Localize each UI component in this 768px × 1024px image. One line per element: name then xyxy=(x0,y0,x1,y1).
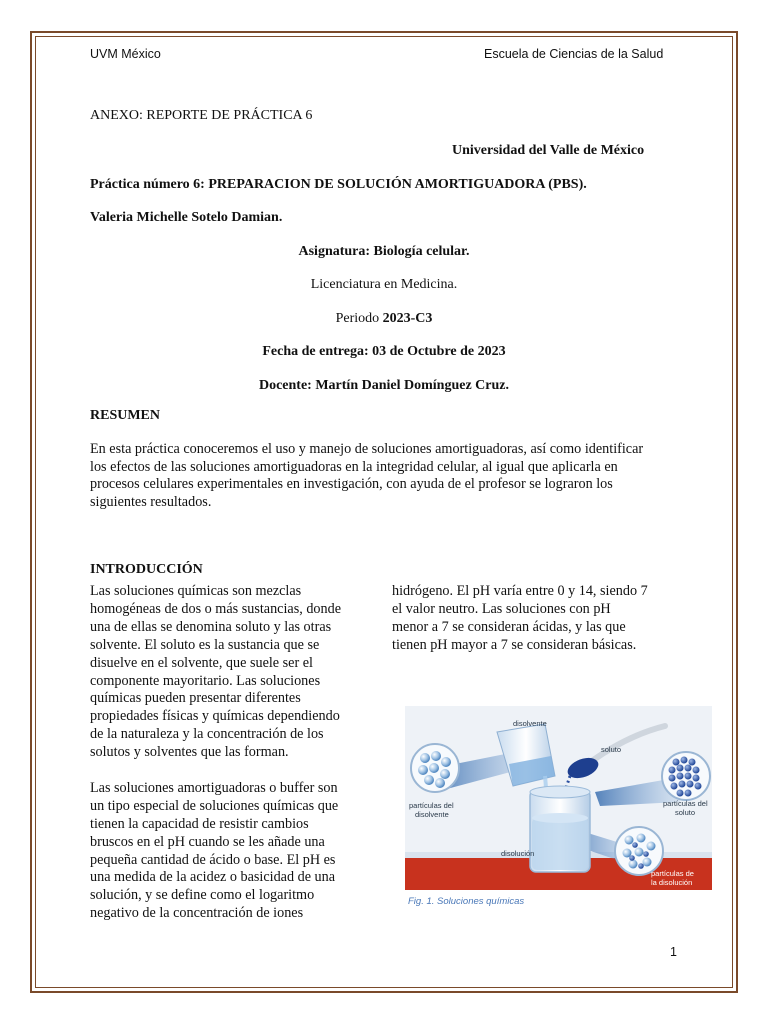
intro-line: componente mayoritario. Las soluciones xyxy=(90,672,321,689)
label-solvent-particles-1: partículas del xyxy=(409,801,454,810)
summary-line: procesos celulares experimentales en investigación, con ayuda de el profesor se lograron los xyxy=(90,476,613,492)
period-label: Periodo xyxy=(335,311,383,326)
period xyxy=(90,311,678,327)
intro-line: un tipo especial de soluciones químicas que xyxy=(90,797,339,814)
label-solvent: disolvente xyxy=(513,719,547,728)
intro-line: negativo de la concentración de iones xyxy=(90,905,304,922)
paragraph-gap xyxy=(90,762,380,780)
intro-line: químicas pueden presentar diferentes xyxy=(90,690,301,707)
intro-line: tienen pH mayor a 7 se consideran básicas. xyxy=(392,636,637,653)
annex-title: ANEXO: REPORTE DE PRÁCTICA 6 xyxy=(90,108,313,123)
intro-line: pequeña cantidad de ácido o base. El pH es xyxy=(90,851,336,868)
page-number: 1 xyxy=(670,945,677,959)
intro-line: una de ellas se denomina soluto y las otras xyxy=(90,618,332,635)
intro-line: Las soluciones químicas son mezclas xyxy=(90,583,302,599)
intro-line: solución, y se define como el logaritmo xyxy=(90,887,315,904)
intro-line: homogéneas de dos o más sustancias, donde xyxy=(90,600,341,617)
intro-line: tienen la capacidad de resistir cambios xyxy=(90,815,309,832)
header-right: Escuela de Ciencias de la Salud xyxy=(484,47,664,61)
intro-left-column xyxy=(90,583,380,923)
intro-line: Las soluciones amortiguadoras o buffer son xyxy=(90,779,338,796)
intro-line: hidrógeno. El pH varía entre 0 y 14, siendo 7 xyxy=(392,583,648,599)
intro-line: solvente. El soluto es la sustancia que se xyxy=(90,636,320,653)
intro-line: solutos y solventes que las forman. xyxy=(90,744,289,761)
summary-line: En esta práctica conoceremos el uso y manejo de soluciones amortiguadoras, así como identificar xyxy=(90,441,644,457)
teacher: Docente: Martín Daniel Domínguez Cruz. xyxy=(258,378,509,393)
subject: Asignatura: Biología celular. xyxy=(298,244,470,259)
intro-line: una medida de la acidez o basicidad de una xyxy=(90,869,336,886)
due-date: Fecha de entrega: 03 de Octubre de 2023 xyxy=(262,344,506,359)
label-solution: disolución xyxy=(501,849,535,858)
solution-particles-icon xyxy=(615,827,663,875)
intro-line: de la naturaleza y la concentración de los xyxy=(90,726,324,743)
header-left: UVM México xyxy=(90,47,161,61)
label-solute-particles-1: partículas del xyxy=(663,799,708,808)
figure-caption: Fig. 1. Soluciones químicas xyxy=(408,896,525,907)
introduction-heading: INTRODUCCIÓN xyxy=(90,562,203,577)
solutions-figure xyxy=(405,706,712,890)
label-solute-particles-2: soluto xyxy=(675,808,696,817)
intro-line: el valor neutro. Las soluciones con pH xyxy=(392,600,611,617)
period-value: 2023-C3 xyxy=(382,311,433,326)
label-solute: soluto xyxy=(601,745,622,754)
solution-glass-icon xyxy=(530,786,590,872)
intro-line: bruscos en el pH cuando se les añade una xyxy=(90,833,325,850)
summary-paragraph xyxy=(90,441,690,511)
label-solution-particles-2: la disolución xyxy=(651,878,693,887)
university-name: Universidad del Valle de México xyxy=(452,143,645,158)
label-solvent-particles-2: disolvente xyxy=(415,810,449,819)
practice-title: Práctica número 6: PREPARACION DE SOLUCIÓN AMORTIGUADORA (PBS). xyxy=(90,177,587,192)
intro-line: menor a 7 se consideran ácidas, y las que xyxy=(392,618,626,635)
summary-heading: RESUMEN xyxy=(90,408,161,423)
solute-particles-icon xyxy=(662,752,710,800)
degree: Licenciatura en Medicina. xyxy=(310,277,458,292)
summary-line: siguientes resultados. xyxy=(90,493,212,510)
label-solution-particles-1: partículas de xyxy=(651,869,694,878)
author-name: Valeria Michelle Sotelo Damian. xyxy=(90,210,283,225)
intro-line: propiedades físicas y químicas dependiendo xyxy=(90,708,340,725)
solvent-particles-icon xyxy=(411,744,459,792)
summary-line: los efectos de las soluciones amortiguadoras en la integridad celular, al igual que aplicarla en xyxy=(90,458,618,475)
intro-right-column xyxy=(392,583,702,655)
intro-line: disuelve en el solvente, que suele ser el xyxy=(90,654,313,671)
